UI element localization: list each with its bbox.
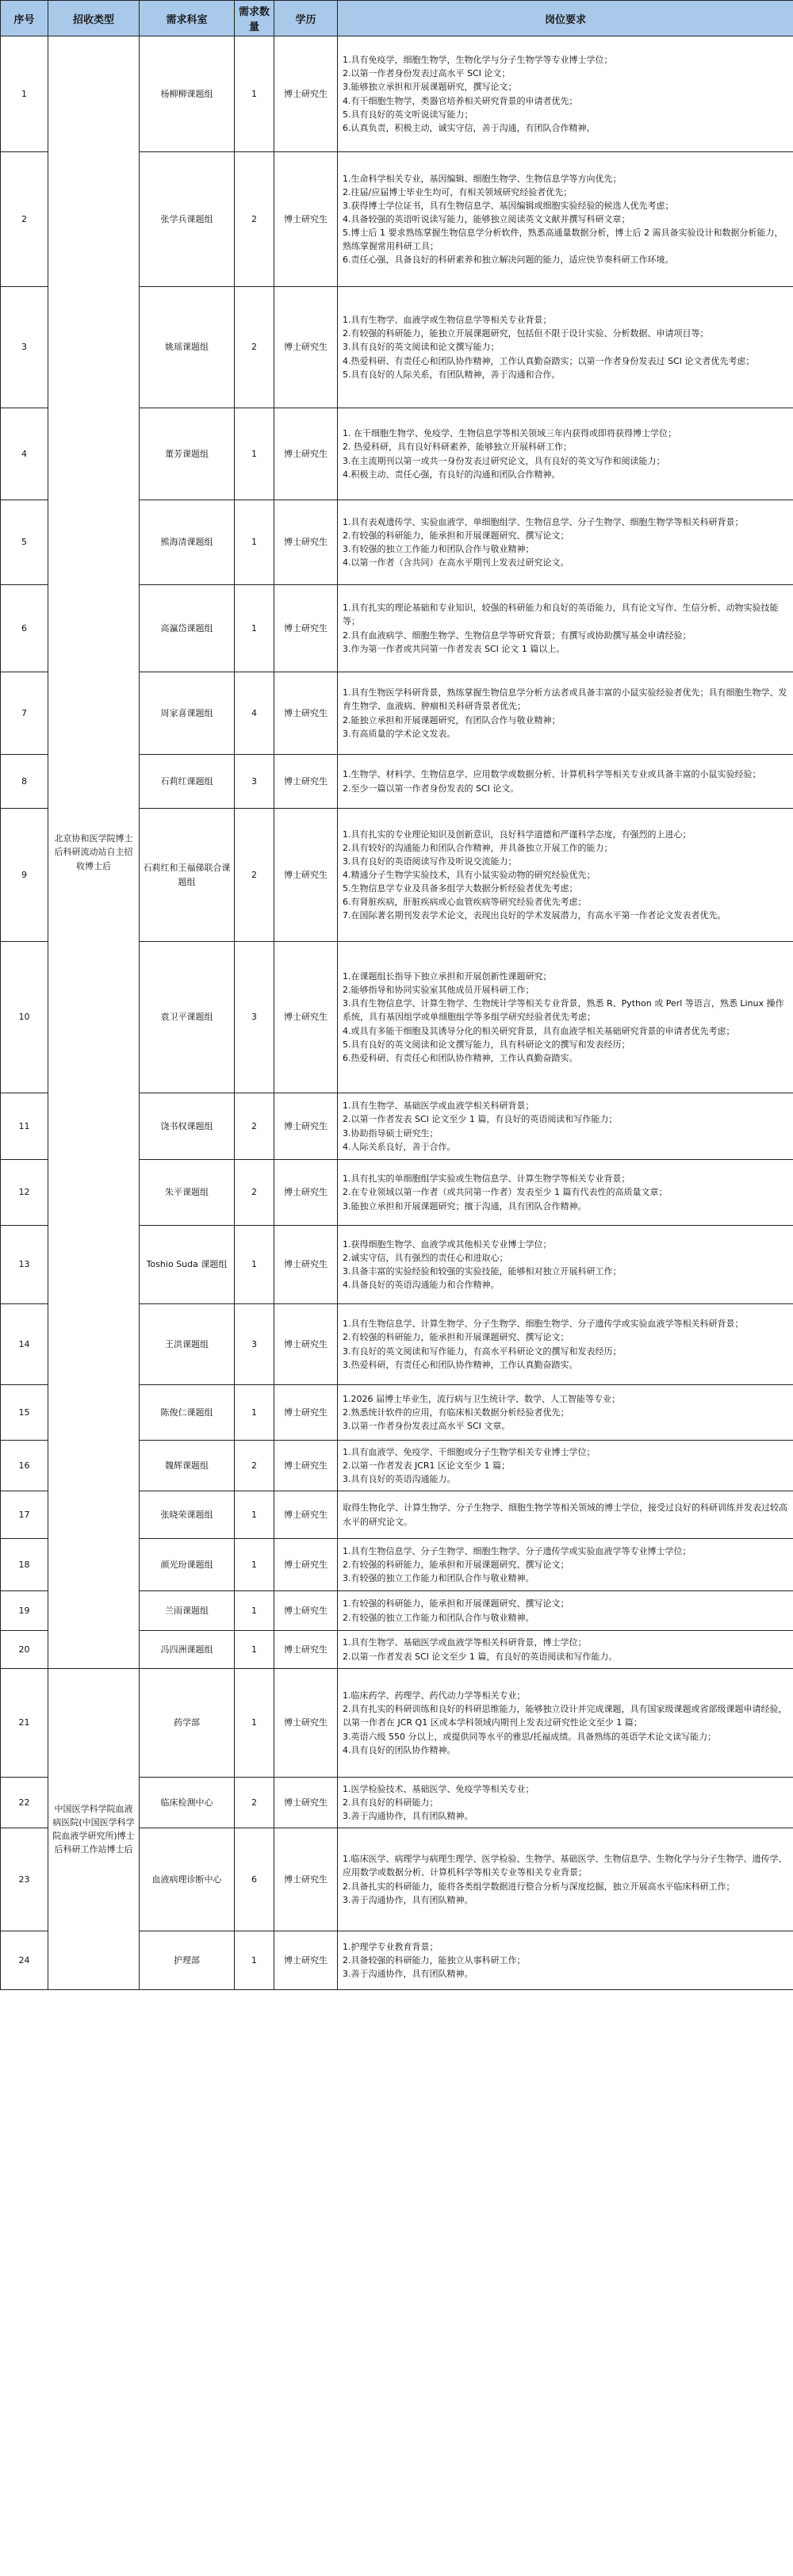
lab-name: 血液病理诊断中心: [140, 1828, 235, 1931]
lab-name: 魏辉课题组: [140, 1441, 235, 1491]
requirement-line: 2.具有良好的科研能力；: [343, 1797, 439, 1808]
lab-name: 张晓荣课题组: [140, 1491, 235, 1539]
requirements-cell: [338, 1385, 793, 1441]
demand-count: 1: [235, 1931, 274, 1990]
education-level: 博士研究生: [274, 809, 338, 942]
lab-name: 石莉红和王福俤联合课题组: [140, 809, 235, 942]
row-number: 14: [1, 1304, 48, 1385]
requirement-line: 1.临床医学、病理学与病理生理学、医学检验、生物学、基础医学、生物信息学、生物化学与分子生物学、遗传学、应用数学或数据分析、计算机科学等相关专业等相关专业背景；: [343, 1854, 787, 1878]
requirement-line: 2.诚实守信，具有强烈的责任心和进取心；: [343, 1252, 508, 1263]
requirement-line: 2.至少一篇以第一作者身份发表的 SCI 论文。: [343, 783, 519, 794]
requirement-line: 3.在主流期刊以第一或共一身份发表过研究论文，具有良好的英文写作和阅读能力；: [343, 455, 665, 466]
requirement-line: 2. 热爱科研，具有良好科研素养，能够独立开展科研工作；: [343, 442, 572, 453]
requirements-cell: [338, 1491, 793, 1539]
requirement-line: 1.具有生物学、基础医学或血液学等相关科研背景，博士学位；: [343, 1637, 587, 1648]
requirement-line: 1.具有扎实的专业理论知识及创新意识，良好科学道德和严谨科学态度，有强烈的上进心；: [343, 829, 691, 840]
requirement-line: 4.或具有多能干细胞及其诱导分化的相关研究背景，具有血液学相关基础研究背景的申请者优先考虑；: [343, 1025, 735, 1036]
requirement-line: 3.以第一作者身份发表过高水平 SCI 文章。: [343, 1421, 511, 1432]
requirement-line: 2.以第一作者发表 JCR1 区论文至少 1 篇；: [343, 1460, 511, 1471]
demand-count: 2: [235, 152, 274, 287]
requirement-line: 6.有肾脏疾病，肝脏疾病或心血管疾病等研究经验者优先考虑；: [343, 897, 587, 908]
row-number: 6: [1, 585, 48, 672]
requirement-line: 2.往届/应届博士毕业生均可，有相关领域研究经验者优先；: [343, 186, 573, 197]
requirement-line: 2.有较强的科研能力，能承担和开展课题研究、撰写论文；: [343, 530, 569, 541]
header-count: 需求数量: [235, 1, 274, 36]
row-number: 8: [1, 755, 48, 809]
demand-count: 1: [235, 1539, 274, 1591]
requirements-cell: [338, 1591, 793, 1631]
requirement-line: 2.以第一作者发表 SCI 论文至少 1 篇，有良好的英语阅读和写作能力；: [343, 1114, 618, 1125]
row-number: 17: [1, 1491, 48, 1539]
requirement-line: 4.有干细胞生物学，类器官培养相关研究背景的申请者优先；: [343, 95, 578, 106]
requirement-line: 4.人际关系良好，善于合作。: [343, 1141, 456, 1152]
header-type: 招收类型: [48, 1, 140, 36]
lab-name: Toshio Suda 课题组: [140, 1226, 235, 1304]
requirement-line: 5.具有良好的英文阅读和论文撰写能力，具有科研论文的撰写和发表经历；: [343, 1039, 630, 1050]
requirements-cell: [338, 1931, 793, 1990]
education-level: 博士研究生: [274, 672, 338, 755]
row-number: 1: [1, 36, 48, 152]
requirement-line: 1.护理学专业教育背景；: [343, 1941, 439, 1952]
requirements-cell: [338, 1160, 793, 1226]
lab-name: 张学兵课题组: [140, 152, 235, 287]
demand-count: 1: [235, 1631, 274, 1669]
row-number: 7: [1, 672, 48, 755]
lab-name: 冯四洲课题组: [140, 1631, 235, 1669]
requirements-cell: [338, 755, 793, 809]
requirements-cell: [338, 1669, 793, 1778]
requirement-line: 2.具有扎实的科研训练和良好的科研思维能力，能够独立设计并完成课题，具有国家级课题或省部级课题申请经验，以第一作者在 JCR Q1 区或本学科领域内期刊上发表过研究性论文至少 1 篇；: [343, 1704, 787, 1728]
requirement-line: 1.生物学、材料学、生物信息学、应用数学或数据分析、计算机科学等相关专业或具备丰富的小鼠实验经验；: [343, 769, 761, 780]
demand-count: 1: [235, 1226, 274, 1304]
lab-name: 姚瑶课题组: [140, 287, 235, 408]
requirement-line: 5.博士后 1 要求熟练掌握生物信息学分析软件，熟悉高通量数据分析，博士后 2 需具备实验设计和数据分析能力，熟练掌握常用科研工具；: [343, 228, 783, 252]
requirement-line: 1.具有生物医学科研背景，熟练掌握生物信息学分析方法者或具备丰富的小鼠实验经验者优先；具有细胞生物学、发育生物学、血液病、肿瘤相关科研背景者优先；: [343, 687, 787, 712]
education-level: 博士研究生: [274, 1778, 338, 1828]
row-number: 16: [1, 1441, 48, 1491]
demand-count: 2: [235, 1778, 274, 1828]
education-level: 博士研究生: [274, 1539, 338, 1591]
requirements-cell: [338, 1539, 793, 1591]
education-level: 博士研究生: [274, 1591, 338, 1631]
requirement-line: 3.能独立承担和开展课题研究；擅于沟通，具有团队合作精神。: [343, 1200, 587, 1211]
requirement-line: 1.具有生物信息学、计算生物学、分子生物学、细胞生物学、分子遗传学或实验血液学等相关科研背景；: [343, 1319, 744, 1330]
table-row: [1, 1669, 793, 1778]
requirement-line: 1.获得细胞生物学、血液学或其他相关专业博士学位；: [343, 1238, 552, 1250]
lab-name: 朱平课题组: [140, 1160, 235, 1226]
requirement-line: 6.认真负责，积极主动，诚实守信，善于沟通，有团队合作精神。: [343, 122, 596, 133]
requirement-line: 2.具有较好的沟通能力和团队合作精神，并具备独立开展工作的能力；: [343, 842, 613, 853]
lab-name: 陈俊仁课题组: [140, 1385, 235, 1441]
education-level: 博士研究生: [274, 1160, 338, 1226]
requirement-line: 2.有较强的科研能力，能独立开展课题研究，包括但不限于设计实验、分析数据、申请项目等；: [343, 328, 709, 339]
row-number: 20: [1, 1631, 48, 1669]
row-number: 9: [1, 809, 48, 942]
demand-count: 4: [235, 672, 274, 755]
header-req: 岗位要求: [338, 1, 793, 36]
lab-name: 颜光玢课题组: [140, 1539, 235, 1591]
header-edu: 学历: [274, 1, 338, 36]
requirement-line: 2.有较强的科研能力，能承担和开展课题研究、撰写论文；: [343, 1332, 569, 1343]
row-number: 5: [1, 500, 48, 585]
education-level: 博士研究生: [274, 1385, 338, 1441]
education-level: 博士研究生: [274, 1828, 338, 1931]
requirements-cell: [338, 1828, 793, 1931]
education-level: 博士研究生: [274, 1491, 338, 1539]
row-number: 23: [1, 1828, 48, 1931]
requirement-line: 1.在课题组长指导下独立承担和开展创新性课题研究；: [343, 971, 552, 982]
requirement-line: 1.具有生物信息学、分子生物学、细胞生物学、分子遗传学或实验血液学等专业博士学位；: [343, 1545, 691, 1556]
row-number: 11: [1, 1093, 48, 1160]
requirement-line: 2.以第一作者身份发表过高水平 SCI 论文；: [343, 68, 511, 79]
requirements-cell: [338, 942, 793, 1093]
education-level: 博士研究生: [274, 36, 338, 152]
requirements-cell: [338, 408, 793, 500]
demand-count: 1: [235, 36, 274, 152]
requirements-cell: [338, 672, 793, 755]
requirement-line: 1.具有生物学、血液学或生物信息学等相关专业背景；: [343, 315, 552, 326]
demand-count: 2: [235, 1160, 274, 1226]
requirements-cell: [338, 1304, 793, 1385]
requirements-cell: [338, 287, 793, 408]
row-number: 10: [1, 942, 48, 1093]
requirement-line: 3.善于沟通协作，具有团队精神。: [343, 1894, 473, 1905]
requirement-line: 1.医学检验技术、基础医学、免疫学等相关专业；: [343, 1783, 534, 1794]
demand-count: 3: [235, 942, 274, 1093]
row-number: 4: [1, 408, 48, 500]
education-level: 博士研究生: [274, 1093, 338, 1160]
requirement-line: 4.具备良好的英语沟通能力和合作精神。: [343, 1280, 500, 1291]
requirement-line: 4.具有良好的团队协作精神。: [343, 1744, 456, 1755]
requirement-line: 3.具有良好的英语阅读写作及听说交流能力；: [343, 855, 517, 867]
requirements-cell: [338, 36, 793, 152]
row-number: 21: [1, 1669, 48, 1778]
lab-name: 熊海清课题组: [140, 500, 235, 585]
education-level: 博士研究生: [274, 1669, 338, 1778]
requirements-cell: [338, 809, 793, 942]
requirement-line: 3.具有良好的英文阅读和论文撰写能力；: [343, 342, 500, 353]
demand-count: 2: [235, 809, 274, 942]
requirement-line: 取得生物化学、计算生物学、分子生物学、细胞生物学等相关领域的博士学位，接受过良好的科研训练并发表过较高水平的研究论文。: [343, 1502, 787, 1527]
education-level: 博士研究生: [274, 1304, 338, 1385]
education-level: 博士研究生: [274, 585, 338, 672]
requirement-line: 3.善于沟通协作，具有团队精神。: [343, 1969, 473, 1980]
lab-name: 杨柳柳课题组: [140, 36, 235, 152]
requirement-line: 3.具备丰富的实验经验和较强的实验技能，能够相对独立开展科研工作；: [343, 1266, 622, 1277]
requirement-line: 2.在专业领域以第一作者（或共同第一作者）发表至少 1 篇有代表性的高质量文章；: [343, 1187, 668, 1198]
lab-name: 袁卫平课题组: [140, 942, 235, 1093]
table-header: [1, 1, 793, 36]
requirement-line: 3.有较强的独立工作能力和团队合作与敬业精神；: [343, 544, 534, 554]
demand-count: 2: [235, 287, 274, 408]
education-level: 博士研究生: [274, 942, 338, 1093]
row-number: 13: [1, 1226, 48, 1304]
requirement-line: 2.有较强的独立工作能力和团队合作与敬业精神。: [343, 1612, 534, 1623]
requirement-line: 1.具有免疫学，细胞生物学，生物化学与分子生物学等专业博士学位；: [343, 55, 613, 66]
lab-name: 药学部: [140, 1669, 235, 1778]
requirements-cell: [338, 1226, 793, 1304]
requirement-line: 3.善于沟通协作，具有团队精神。: [343, 1811, 473, 1822]
demand-count: 1: [235, 1669, 274, 1778]
requirement-line: 3.热爱科研，有责任心和团队协作精神，工作认真勤奋踏实。: [343, 1359, 578, 1370]
requirement-line: 3.有良好的英文阅读和写作能力，有高水平科研论文的撰写和发表经历；: [343, 1345, 622, 1357]
demand-count: 1: [235, 1491, 274, 1539]
requirement-line: 3.能够独立承担和开展课题研究，撰写论文；: [343, 82, 517, 93]
requirements-cell: [338, 585, 793, 672]
row-number: 15: [1, 1385, 48, 1441]
lab-name: 高瀛岱课题组: [140, 585, 235, 672]
table-body: [1, 36, 793, 1990]
requirement-line: 1.有较强的科研能力，能承担和开展课题研究、撰写论文；: [343, 1598, 569, 1610]
requirement-line: 2.熟悉统计软件的应用，有临床相关数据分析经验者优先；: [343, 1407, 569, 1418]
requirement-line: 3.协助指导硕士研究生；: [343, 1127, 439, 1139]
education-level: 博士研究生: [274, 152, 338, 287]
requirements-cell: [338, 152, 793, 287]
demand-count: 3: [235, 755, 274, 809]
header-row: [1, 1, 793, 36]
requirement-line: 3.有高质量的学术论文发表。: [343, 728, 456, 739]
requirement-line: 1.具有生物学、基础医学或血液学相关科研背景；: [343, 1100, 534, 1112]
education-level: 博士研究生: [274, 500, 338, 585]
lab-name: 石莉红课题组: [140, 755, 235, 809]
requirement-line: 1.具有扎实的单细胞组学实验或生物信息学、计算生物学等相关专业背景；: [343, 1173, 630, 1185]
lab-name: 护理部: [140, 1931, 235, 1990]
demand-count: 1: [235, 408, 274, 500]
requirement-line: 6.热爱科研、有责任心和团队协作精神，工作认真勤奋踏实。: [343, 1052, 578, 1063]
requirement-line: 2.具备扎实的科研能力，能将各类组学数据进行整合分析与深度挖掘，独立开展高水平临床科研工作；: [343, 1881, 735, 1892]
requirement-line: 5.具有良好的人际关系，有团队精神，善于沟通和合作。: [343, 369, 561, 380]
requirement-line: 2.具备较强的科研能力，能独立从事科研工作；: [343, 1954, 526, 1965]
lab-name: 临床检测中心: [140, 1778, 235, 1828]
requirement-line: 2.能够指导和协同实验室其他成员开展科研工作；: [343, 985, 534, 996]
header-no: 序号: [1, 1, 48, 36]
requirement-line: 7.在国际著名期刊发表学术论文，表现出良好的学术发展潜力，有高水平第一作者论文发表者优先。: [343, 910, 726, 921]
requirements-cell: [338, 500, 793, 585]
education-level: 博士研究生: [274, 1931, 338, 1990]
demand-count: 1: [235, 1385, 274, 1441]
row-number: 24: [1, 1931, 48, 1990]
demand-count: 3: [235, 1304, 274, 1385]
requirement-line: 5.具有良好的英文听说读写能力；: [343, 109, 473, 120]
education-level: 博士研究生: [274, 1441, 338, 1491]
requirement-line: 4.热爱科研、有责任心和团队协作精神，工作认真勤奋踏实；以第一作者身份发表过 SCI 论文者优先考虑；: [343, 355, 755, 366]
demand-count: 1: [235, 1591, 274, 1631]
lab-name: 饶书权课题组: [140, 1093, 235, 1160]
requirement-line: 3.具有生物信息学、计算生物学、生物统计学等相关专业背景，熟悉 R、Python 或 Perl 等语言，熟悉 Linux 操作系统，具有基因组学或单细胞组学等多组学研究经验者优先考虑；: [343, 998, 784, 1023]
demand-count: 6: [235, 1828, 274, 1931]
requirement-line: 4.具备较强的英语听说读写能力，能够独立阅读英文文献并撰写科研文章；: [343, 213, 630, 224]
education-level: 博士研究生: [274, 1226, 338, 1304]
requirement-line: 6.责任心强，具备良好的科研素养和独立解决问题的能力，适应快节奏科研工作环境。: [343, 255, 674, 266]
education-level: 博士研究生: [274, 755, 338, 809]
requirement-line: 2.具有血液病学、细胞生物学、生物信息学等研究背景；有撰写或协助撰写基金申请经验；: [343, 630, 691, 641]
row-number: 12: [1, 1160, 48, 1226]
requirement-line: 3.英语六级 550 分以上，或提供同等水平的雅思/托福成绩。具备熟练的英语学术论文读写能力；: [343, 1731, 717, 1742]
lab-name: 周家喜课题组: [140, 672, 235, 755]
requirement-line: 1.具有扎实的理论基础和专业知识，较强的科研能力和良好的英语能力，具有论文写作、生信分析、动物实验技能等；: [343, 603, 779, 627]
demand-count: 2: [235, 1093, 274, 1160]
requirement-line: 1.具有表观遗传学、实验血液学、单细胞组学、生物信息学、分子生物学、细胞生物学等相关科研背景；: [343, 516, 744, 527]
requirement-line: 5.生物信息学专业及具备多组学大数据分析经验者优先考虑；: [343, 883, 578, 894]
requirement-line: 2.有较强的科研能力，能承担和开展课题研究、撰写论文；: [343, 1559, 569, 1570]
demand-count: 2: [235, 1441, 274, 1491]
education-level: 博士研究生: [274, 408, 338, 500]
recruit-type-cell: 北京协和医学院博士后科研流动站自主招收博士后: [48, 36, 140, 1669]
row-number: 22: [1, 1778, 48, 1828]
requirements-cell: [338, 1093, 793, 1160]
requirements-cell: [338, 1631, 793, 1669]
row-number: 3: [1, 287, 48, 408]
lab-name: 王洪课题组: [140, 1304, 235, 1385]
requirement-line: 3.具有良好的英语沟通能力。: [343, 1474, 456, 1485]
lab-name: 兰雨课题组: [140, 1591, 235, 1631]
recruit-type-cell: 中国医学科学院血液病医院(中国医学科学院血液学研究所)博士后科研工作站博士后: [48, 1669, 140, 1990]
requirements-cell: [338, 1778, 793, 1828]
requirement-line: 1.临床药学、药理学、药代动力学等相关专业；: [343, 1690, 526, 1701]
requirement-line: 3.获得博士学位证书，具有生物信息学、基因编辑或细胞实验经验的候选人优先考虑；: [343, 200, 674, 211]
education-level: 博士研究生: [274, 287, 338, 408]
education-level: 博士研究生: [274, 1631, 338, 1669]
row-number: 18: [1, 1539, 48, 1591]
requirement-line: 1.2026 届博士毕业生，流行病与卫生统计学、数学、人工智能等专业；: [343, 1393, 620, 1404]
requirement-line: 1.具有血液学、免疫学、干细胞或分子生物学相关专业博士学位；: [343, 1446, 596, 1457]
header-lab: 需求科室: [140, 1, 235, 36]
requirement-line: 3.作为第一作者或共同第一作者发表 SCI 论文 1 篇以上。: [343, 643, 565, 654]
demand-count: 1: [235, 585, 274, 672]
requirement-line: 3.有较强的独立工作能力和团队合作与敬业精神。: [343, 1573, 534, 1584]
demand-count: 1: [235, 500, 274, 585]
row-number: 19: [1, 1591, 48, 1631]
requirement-line: 1. 在干细胞生物学、免疫学、生物信息学等相关领域三年内获得或即将获得博士学位；: [343, 428, 676, 439]
requirement-line: 2.以第一作者发表 SCI 论文至少 1 篇，有良好的英语阅读和写作能力。: [343, 1651, 618, 1662]
requirement-line: 2.能独立承担和开展课题研究，有团队合作与敬业精神；: [343, 714, 561, 725]
row-number: 2: [1, 152, 48, 287]
lab-name: 董芳课题组: [140, 408, 235, 500]
table-row: [1, 36, 793, 152]
requirement-line: 4.以第一作者（含共同）在高水平期刊上发表过研究论文。: [343, 557, 569, 568]
requirement-line: 4.积极主动、责任心强，有良好的沟通和团队合作精神。: [343, 469, 561, 480]
requirements-cell: [338, 1441, 793, 1491]
requirement-line: 1.生命科学相关专业，基因编辑、细胞生物学、生物信息学等方向优先；: [343, 173, 622, 184]
requirement-line: 4.精通分子生物学实验技术，具有小鼠实验动物的研究经验优先；: [343, 869, 596, 880]
